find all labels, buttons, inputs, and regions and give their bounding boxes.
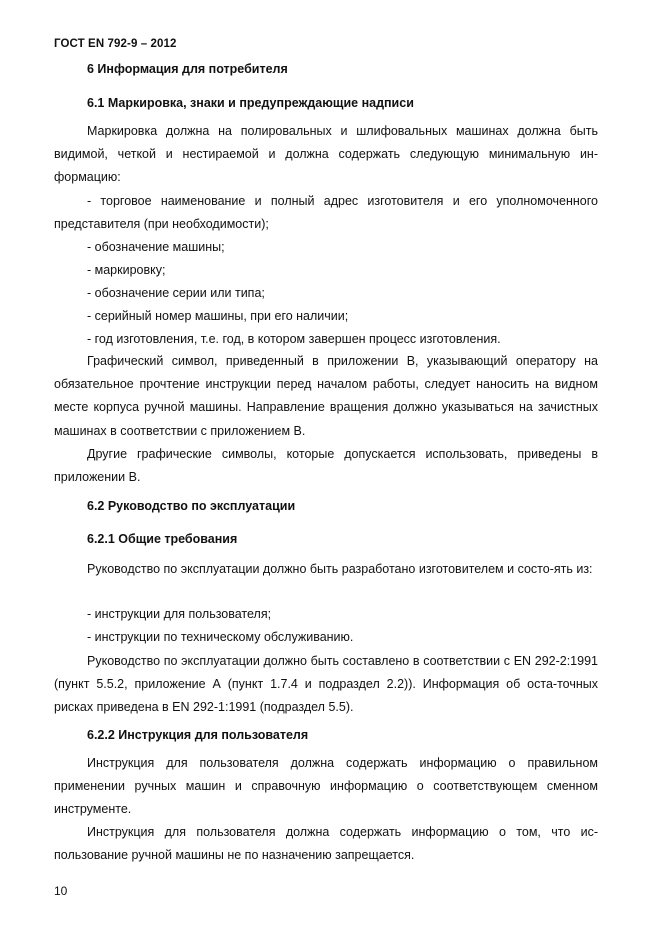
section-6-2-title: 6.2 Руководство по эксплуатации	[87, 499, 296, 513]
section-6-1-paragraph-other-symbols: Другие графические символы, которые допускается использовать, приведены в приложении В.	[54, 447, 598, 485]
section-6-2-2-title: 6.2.2 Инструкция для пользователя	[87, 728, 309, 742]
section-6-2-2-paragraph-application: Инструкция для пользователя должна содержать информацию о правильном применении ручных машин и справочную информацию о соответствующем сменном инструменте.	[54, 756, 598, 817]
section-6-1-paragraph-symbol: Графический символ, приведенный в приложении В, указывающий оператору на обязательное прочтение инструкции перед началом работы, следует наносить на видном месте корпуса ручной машины. Направление вращения должно указываться на зачистных машинах в соответствии с приложением В.	[54, 354, 598, 438]
section-6-1-intro: Маркировка должна на полировальных и шлифовальных машинах должна быть видимой, четкой и нестираемой и должна содержать следующую минимальную ин-формацию:	[54, 124, 598, 185]
list-item-maintenance-instructions: - инструкции по техническому обслуживанию.	[87, 630, 354, 644]
list-item-series: - обозначение серии или типа;	[87, 286, 265, 300]
list-item-serial-number: - серийный номер машины, при его наличии;	[87, 309, 349, 323]
section-6-2-1-paragraph-standards: Руководство по эксплуатации должно быть составлено в соответствии с EN 292-2:1991 (пункт 5.5.2, приложение А (пункт 1.7.4 и подраздел 2.2)). Информация об оста-точных рисках приведена в EN 292-1:1991 (подраздел 5.5).	[54, 654, 598, 715]
section-6-2-2-paragraph-misuse: Инструкция для пользователя должна содержать информацию о том, что ис-пользование ручной машины не по назначению запрещается.	[54, 825, 598, 863]
list-item-trade-name: - торговое наименование и полный адрес изготовителя и его уполномоченного представителя (при необходимости);	[54, 194, 598, 232]
section-6-1-title: 6.1 Маркировка, знаки и предупреждающие надписи	[87, 96, 414, 110]
list-item-year: - год изготовления, т.е. год, в котором завершен процесс изготовления.	[87, 332, 501, 346]
list-item-marking: - маркировку;	[87, 263, 166, 277]
section-6-2-1-paragraph: Руководство по эксплуатации должно быть разработано изготовителем и состо-ять из:	[87, 562, 593, 576]
section-6-2-1-title: 6.2.1 Общие требования	[87, 532, 238, 546]
document-header: ГОСТ EN 792-9 – 2012	[54, 38, 177, 50]
list-item-designation: - обозначение машины;	[87, 240, 225, 254]
page-number: 10	[54, 884, 68, 898]
section-6-title: 6 Информация для потребителя	[87, 62, 288, 76]
list-item-user-instructions: - инструкции для пользователя;	[87, 607, 272, 621]
